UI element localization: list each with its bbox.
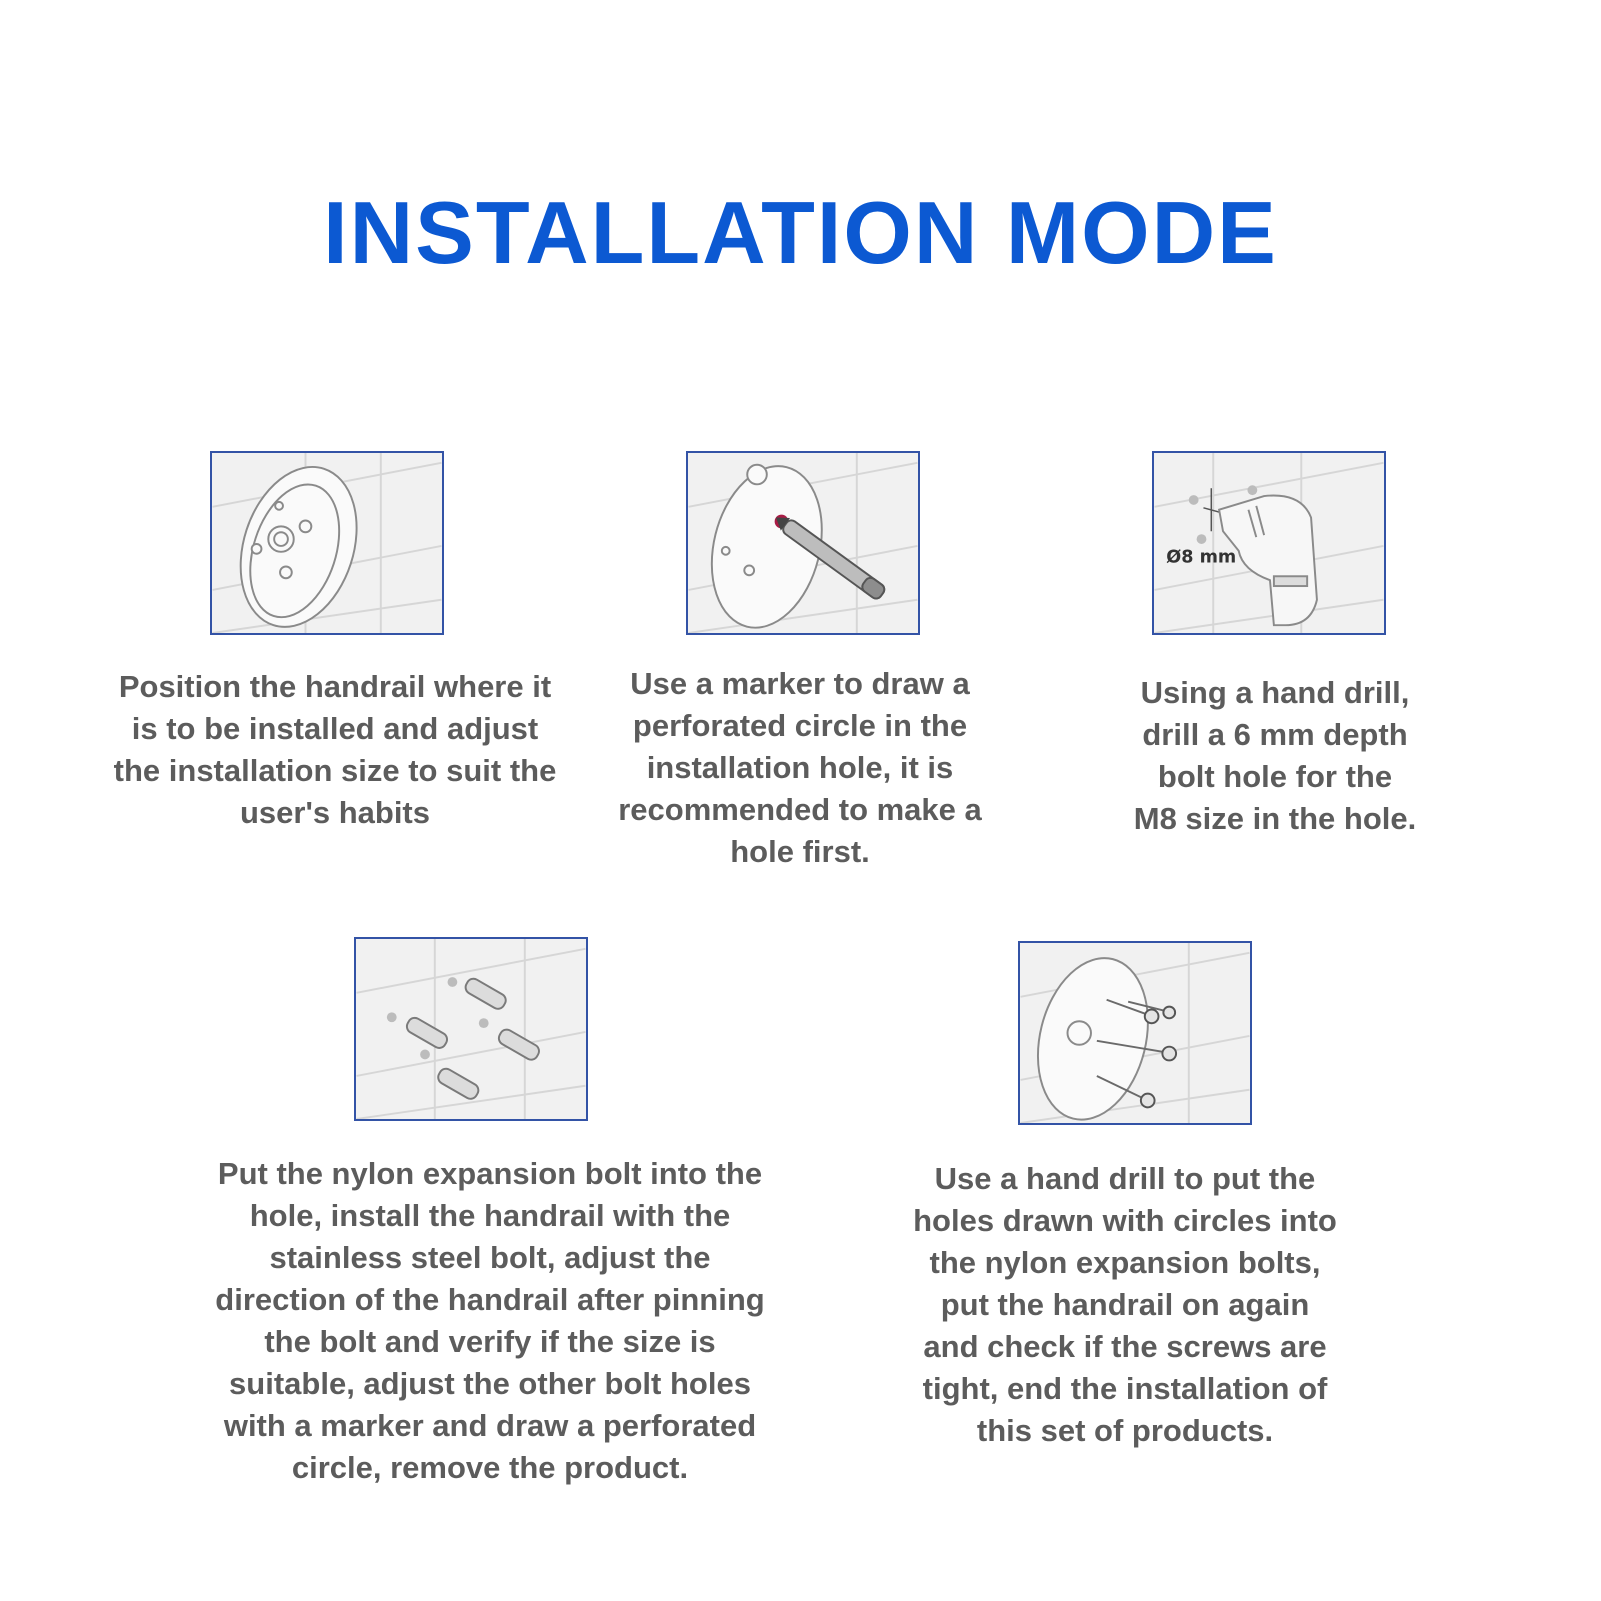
- step-1-caption: Position the handrail where it is to be installed and adjust the installation size to suit the user's habits: [113, 669, 557, 830]
- page-title: INSTALLATION MODE: [323, 183, 1278, 282]
- screw-fixing-icon: [1020, 943, 1250, 1123]
- step-3-caption: Using a hand drill, drill a 6 mm depth bolt hole for the M8 size in the hole.: [1133, 675, 1417, 836]
- step-4-illustration: [354, 937, 588, 1121]
- step-3-illustration: [1152, 451, 1386, 635]
- step-1-illustration: [210, 451, 444, 635]
- marker-pen-icon: [688, 453, 918, 633]
- step-2-caption: Use a marker to draw a perforated circle in the installation hole, it is recommended to make a hole first.: [618, 666, 982, 869]
- step-5-illustration: [1018, 941, 1252, 1125]
- step-2-illustration: [686, 451, 920, 635]
- step-4-caption: Put the nylon expansion bolt into the hole, install the handrail with the stainless steel bolt, adjust the direction of the handrail after pinning the bolt and verify if the size is suitable, adjust the other bolt holes with a marker and draw a perforated circle, remove the product.: [215, 1156, 765, 1485]
- step-5-caption: Use a hand drill to put the holes drawn with circles into the nylon expansion bolts, put the handrail on again and check if the screws are tight, end the installation of this set of products.: [913, 1161, 1337, 1448]
- expansion-bolts-icon: [356, 939, 586, 1119]
- hand-drill-icon: [1154, 453, 1384, 633]
- handrail-base-plate-icon: [212, 453, 442, 633]
- drill-size-label: Ø8 mm: [1166, 547, 1237, 568]
